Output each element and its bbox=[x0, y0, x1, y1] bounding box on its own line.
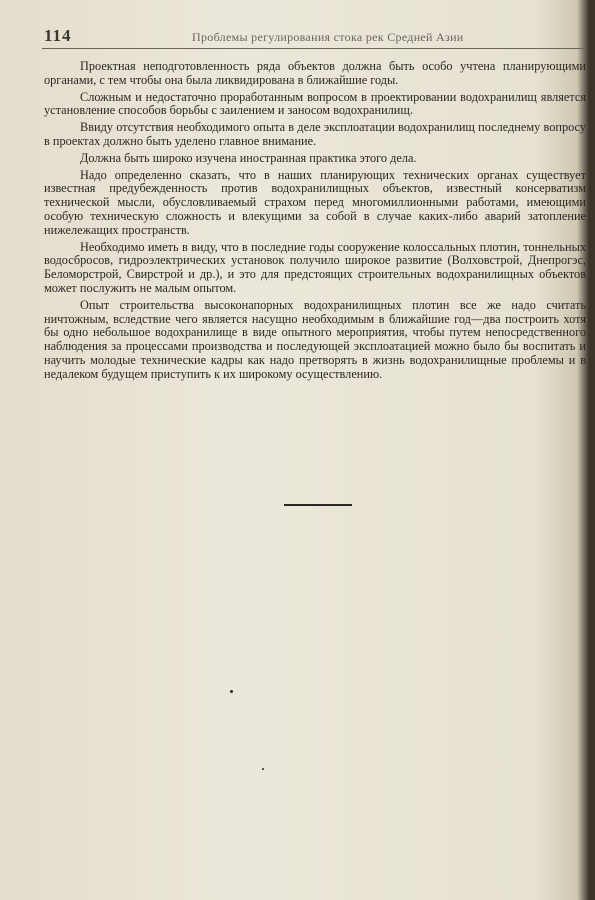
running-head: Проблемы регулирования стока рек Средней Азии bbox=[192, 30, 464, 44]
page-header bbox=[42, 26, 587, 49]
paragraph: Сложным и недостаточно проработанным вопросом в проектировании водохранилищ является установление способов борьбы с заилением и заносом водохранилищ. bbox=[44, 89, 586, 118]
ink-speck bbox=[230, 690, 233, 693]
paragraph: Опыт строительства высоконапорных водохранилищных плотин все же надо считать ничтожным, вследствие чего является насущно необходимым в ближайшие год—два построить хотя бы одно небольшое водохранилище в виде опытного мероприятия, чтобы путем непосредственного наблюдения за процессами производства и последующей эксплоатацией можно было бы воспитать и научить молодые технические кадры как надо претворять в жизнь водохранилищные проблемы и в недалеком будущем приступить к их широкому осуществлению. bbox=[44, 297, 586, 381]
paragraph: Необходимо иметь в виду, что в последние годы сооружение колоссальных плотин, тоннельных водосбросов, гидроэлектрических установок получило широкое развитие (Волховстрой, Днепрогэс, Беломорстрой, Свирстрой и др.), и это для предстоящих строительных водохранилищных объектов может послужить не малым опытом. bbox=[44, 239, 586, 295]
paragraph: Надо определенно сказать, что в наших планирующих технических органах существует известная предубежденность против водохранилищных объектов, известный консерватизм технической мысли, обусловливаемый страхом перед многомиллионными работами, имеющими особую техническую сложность и влекущими за собой в случае каких-либо аварий затопление нижележащих пространств. bbox=[44, 167, 586, 237]
paragraph: Должна быть широко изучена иностранная практика этого дела. bbox=[80, 150, 417, 165]
ink-speck bbox=[262, 768, 264, 770]
paragraph: Проектная неподготовленность ряда объектов должна быть особо учтена планирующими органами, с тем чтобы она была ликвидирована в ближайшие годы. bbox=[44, 59, 586, 87]
paragraph: Ввиду отсутствия необходимого опыта в деле эксплоатации водохранилищ последнему вопросу в проектах должно быть уделено главное внимание. bbox=[44, 120, 586, 148]
text-body bbox=[44, 60, 586, 385]
page-number: 114 bbox=[44, 26, 72, 45]
section-divider bbox=[284, 504, 352, 506]
